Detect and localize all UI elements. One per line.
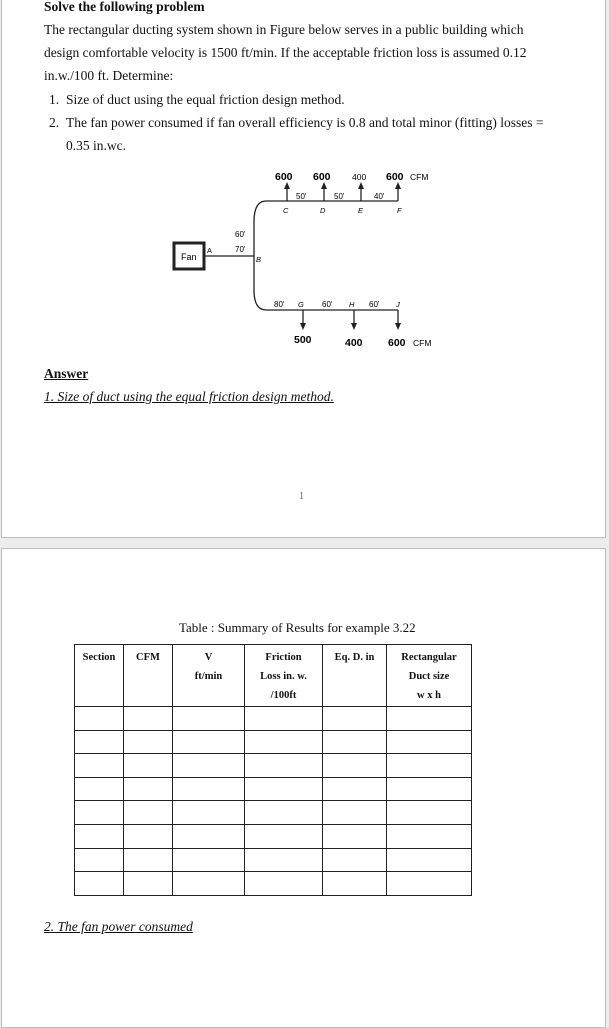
table-cell[interactable] [173,707,245,731]
table-cell[interactable] [387,848,472,872]
header-velocity: V ft/min [173,645,245,707]
node-b: B [256,255,262,264]
flow-f-unit: CFM [410,172,429,182]
answer-subheading-2: 2. The fan power consumed [44,919,193,934]
table-cell[interactable] [323,707,387,731]
flow-h: 400 [345,337,363,349]
arrow-up-c [284,182,290,189]
table-cell[interactable] [245,707,323,731]
table-cell[interactable] [245,848,323,872]
table-caption: Table : Summary of Results for example 3.22 [179,620,416,635]
table-body [75,707,472,896]
table-cell[interactable] [173,848,245,872]
table-cell[interactable] [323,754,387,778]
node-j: J [396,300,400,309]
header-section: Section [75,645,124,707]
table-cell[interactable] [173,801,245,825]
table-cell[interactable] [173,754,245,778]
flow-c: 600 [275,171,293,183]
question-2-line-1: The fan power consumed if fan overall efficiency is 0.8 and total minor (fitting) losses = [66,115,544,130]
table-cell[interactable] [245,754,323,778]
table-cell[interactable] [387,801,472,825]
fan-label: Fan [181,252,197,262]
table-cell[interactable] [323,872,387,896]
table-header-row [75,645,472,707]
table-cell[interactable] [387,707,472,731]
flow-d: 600 [313,171,331,183]
node-e: E [358,206,364,215]
header-cfm: CFM [124,645,173,707]
table-cell[interactable] [124,824,173,848]
table-cell[interactable] [387,872,472,896]
table-row [75,801,472,825]
flow-j-unit: CFM [413,338,432,348]
table-cell[interactable] [173,777,245,801]
table-cell[interactable] [323,824,387,848]
table-cell[interactable] [173,730,245,754]
header-eq-diameter: Eq. D. in [323,645,387,707]
table-cell[interactable] [245,824,323,848]
table-cell[interactable] [173,824,245,848]
table-row [75,872,472,896]
answer-heading: Answer [44,366,89,381]
table-cell[interactable] [387,730,472,754]
arrow-up-f [395,182,401,189]
table-cell[interactable] [387,777,472,801]
table-cell[interactable] [75,777,124,801]
statement-line-2: design comfortable velocity is 1500 ft/min. If the acceptable friction loss is assumed 0.12 [44,45,527,60]
node-f: F [397,206,402,215]
node-d: D [320,206,326,215]
table-cell[interactable] [75,730,124,754]
table-row [75,754,472,778]
table-row [75,777,472,801]
len-cd: 50' [296,192,307,201]
node-g: G [298,300,304,309]
table-cell[interactable] [387,824,472,848]
arrow-up-e [358,182,364,189]
table-cell[interactable] [124,872,173,896]
header-friction: Friction Loss in. w. /100ft [245,645,323,707]
len-bg: 80' [274,300,285,309]
duct-system-diagram [0,160,609,360]
table-cell[interactable] [124,848,173,872]
len-hj: 60' [369,300,380,309]
table-cell[interactable] [75,801,124,825]
question-1-number: 1. [49,92,60,107]
table-cell[interactable] [323,777,387,801]
flow-e: 400 [352,172,367,182]
question-2-number: 2. [49,115,60,130]
node-h: H [349,300,355,309]
len-ef: 40' [374,192,385,201]
header-rect-size: Rectangular Duct size w x h [387,645,472,707]
table-row [75,848,472,872]
results-table [74,644,472,896]
table-cell[interactable] [323,730,387,754]
len-b-up: 60' [235,230,246,239]
statement-line-1: The rectangular ducting system shown in Figure below serves in a public building which [44,22,524,37]
node-c: C [283,206,289,215]
len-gh: 60' [322,300,333,309]
table-row [75,730,472,754]
table-cell[interactable] [124,777,173,801]
len-ab: 70' [235,245,246,254]
table-cell[interactable] [75,754,124,778]
question-2-line-2: 0.35 in.wc. [66,138,126,153]
arrow-down-h [351,323,357,330]
table-cell[interactable] [75,824,124,848]
table-cell[interactable] [124,754,173,778]
len-de: 50' [334,192,345,201]
table-cell[interactable] [75,872,124,896]
table-cell[interactable] [75,848,124,872]
table-cell[interactable] [124,707,173,731]
table-cell[interactable] [75,707,124,731]
table-cell[interactable] [124,801,173,825]
flow-g: 500 [294,334,312,346]
table-cell[interactable] [387,754,472,778]
arrow-down-j [395,323,401,330]
duct-upper-main [254,201,398,222]
table-cell[interactable] [245,801,323,825]
flow-j: 600 [388,337,406,349]
table-cell[interactable] [245,730,323,754]
table-cell[interactable] [245,872,323,896]
answer-subheading-1: 1. Size of duct using the equal friction design method. [44,389,334,404]
statement-line-3: in.w./100 ft. Determine: [44,68,174,83]
table-cell[interactable] [245,777,323,801]
node-a: A [207,246,213,255]
problem-heading: Solve the following problem [44,0,205,14]
table-row [75,707,472,731]
table-row [75,824,472,848]
table-cell[interactable] [173,872,245,896]
page-number: 1 [299,491,304,502]
flow-f: 600 [386,171,404,183]
table-cell[interactable] [323,801,387,825]
arrow-down-g [300,323,306,330]
arrow-up-d [321,182,327,189]
question-1: Size of duct using the equal friction design method. [66,92,345,107]
table-cell[interactable] [323,848,387,872]
table-cell[interactable] [124,730,173,754]
